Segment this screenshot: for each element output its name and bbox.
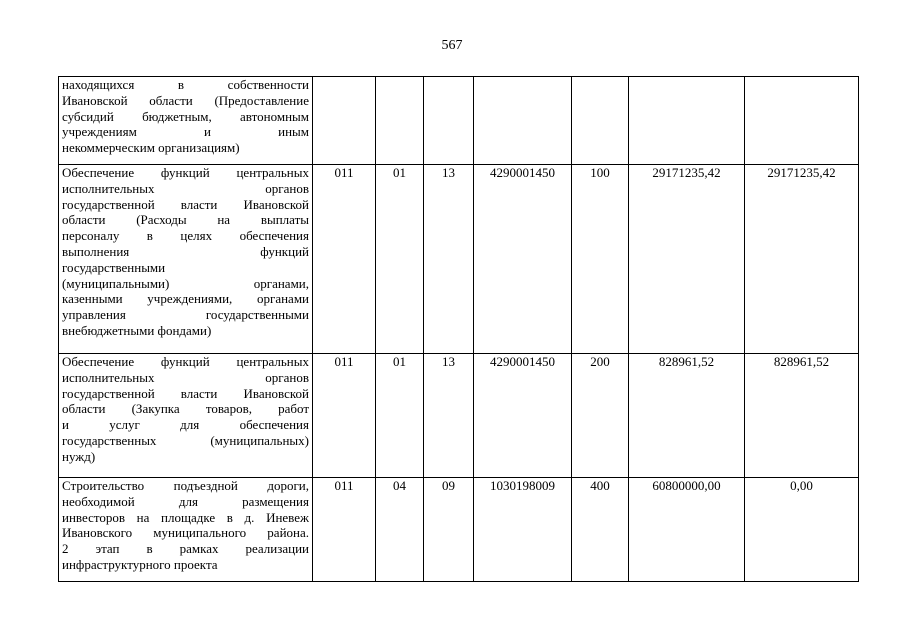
- description-line: внебюджетными фондами): [62, 322, 212, 338]
- description-line: инфраструктурного проекта: [62, 556, 218, 572]
- description-line: исполнительных органов: [62, 369, 309, 385]
- description-line: выполнения функций: [62, 243, 309, 259]
- cell-rz: 01: [376, 165, 424, 354]
- cell-sum1: 60800000,00: [629, 478, 745, 582]
- row-description: [59, 165, 313, 354]
- cell-rz: 04: [376, 478, 424, 582]
- row-description: [59, 77, 313, 165]
- table-row: [59, 165, 859, 354]
- description-line: государственными: [62, 259, 166, 275]
- cell-vr: 100: [572, 165, 629, 354]
- description-line: необходимой для размещения: [62, 493, 309, 509]
- description-line: Строительство подъездной дороги,: [62, 478, 309, 493]
- cell-sum1: 828961,52: [629, 354, 745, 478]
- description-line: учреждениям и иным: [62, 124, 309, 140]
- description-line: инвесторов на площадке в д. Иневеж: [62, 509, 309, 525]
- description-line: и услуг для обеспечения: [62, 417, 309, 433]
- description-line: Ивановской области (Предоставление: [62, 92, 309, 108]
- cell-csr: 4290001450: [474, 354, 572, 478]
- description-line: казенными учреждениями, органами: [62, 291, 309, 307]
- description-line: области (Закупка товаров, работ: [62, 401, 309, 417]
- cell-vr: [572, 77, 629, 165]
- page-number: 567: [441, 38, 463, 53]
- cell-pr: 13: [424, 165, 474, 354]
- cell-gr: 011: [313, 165, 376, 354]
- cell-vr: 200: [572, 354, 629, 478]
- description-line: исполнительных органов: [62, 180, 309, 196]
- cell-pr: 09: [424, 478, 474, 582]
- row-description: [59, 478, 313, 582]
- cell-vr: 400: [572, 478, 629, 582]
- cell-csr: [474, 77, 572, 165]
- description-line: (муниципальными) органами,: [62, 275, 309, 291]
- description-line: Ивановского муниципального района.: [62, 525, 309, 541]
- description-line: государственной власти Ивановской: [62, 196, 309, 212]
- description-line: области (Расходы на выплаты: [62, 212, 309, 228]
- cell-rz: 01: [376, 354, 424, 478]
- cell-csr: 4290001450: [474, 165, 572, 354]
- description-line: государственных (муниципальных): [62, 432, 309, 448]
- cell-sum2: 29171235,42: [745, 165, 859, 354]
- cell-rz: [376, 77, 424, 165]
- row-description: [59, 354, 313, 478]
- table-body: [59, 77, 859, 582]
- description-line: нужд): [62, 448, 96, 464]
- table-row: [59, 478, 859, 582]
- cell-csr: 1030198009: [474, 478, 572, 582]
- description-line: персоналу в целях обеспечения: [62, 228, 309, 244]
- cell-gr: [313, 77, 376, 165]
- cell-sum1: 29171235,42: [629, 165, 745, 354]
- cell-sum1: [629, 77, 745, 165]
- cell-pr: 13: [424, 354, 474, 478]
- budget-table: [58, 76, 859, 582]
- cell-sum2: 828961,52: [745, 354, 859, 478]
- description-line: некоммерческим организациям): [62, 140, 240, 156]
- table-row: [59, 354, 859, 478]
- description-line: управления государственными: [62, 307, 309, 323]
- cell-gr: 011: [313, 478, 376, 582]
- cell-gr: 011: [313, 354, 376, 478]
- description-line: государственной власти Ивановской: [62, 385, 309, 401]
- cell-sum2: 0,00: [745, 478, 859, 582]
- description-line: Обеспечение функций центральных: [62, 354, 309, 369]
- description-line: 2 этап в рамках реализации: [62, 541, 309, 557]
- description-line: находящихся в собственности: [62, 77, 309, 92]
- description-line: Обеспечение функций центральных: [62, 165, 309, 180]
- cell-sum2: [745, 77, 859, 165]
- cell-pr: [424, 77, 474, 165]
- description-line: субсидий бюджетным, автономным: [62, 108, 309, 124]
- table-row: [59, 77, 859, 165]
